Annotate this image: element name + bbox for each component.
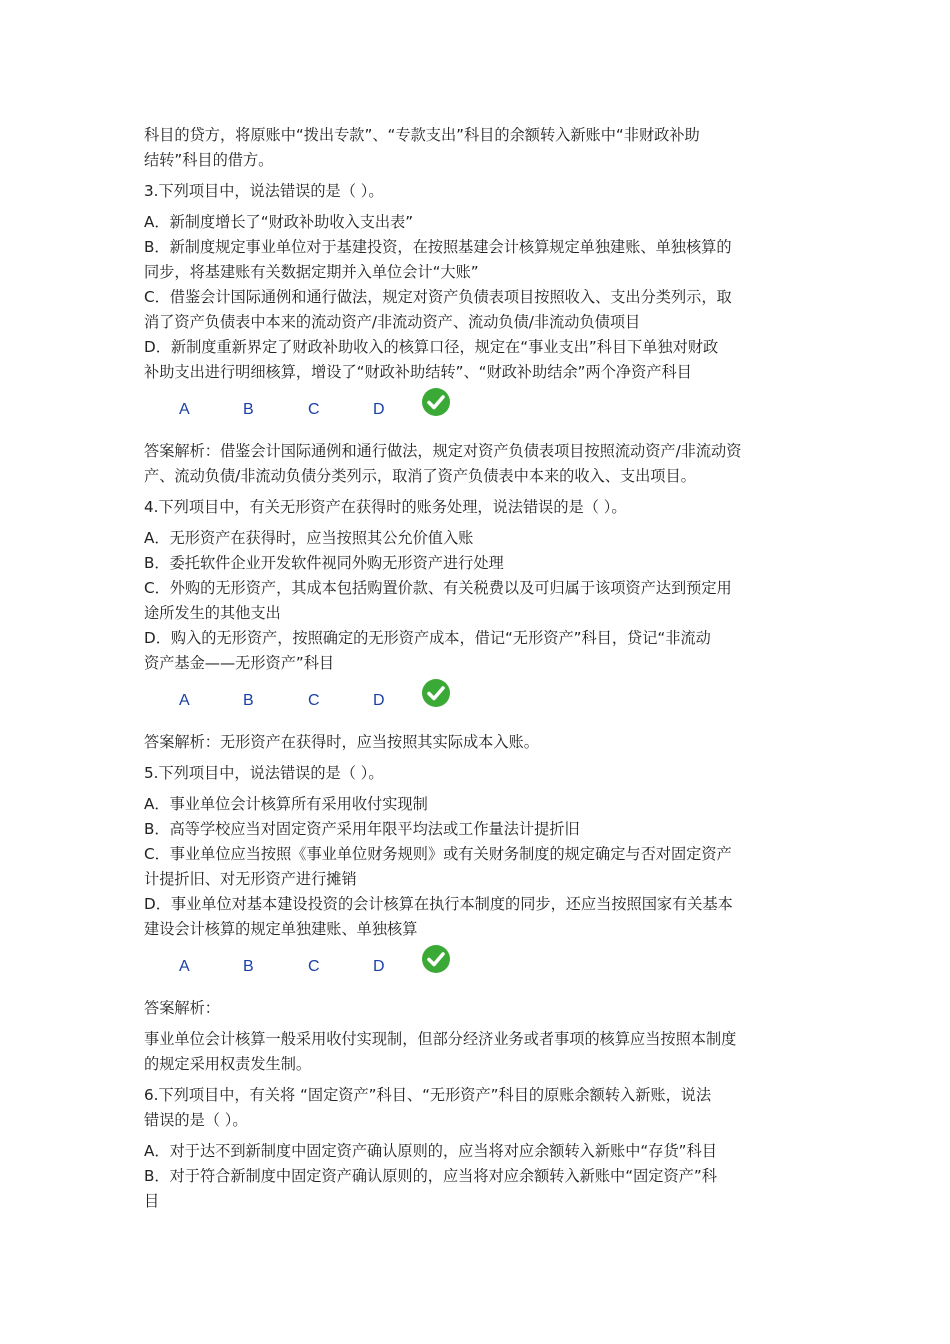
check-circle-icon [421,944,451,974]
option-c-text: C．外购的无形资产，其成本包括购置价款、有关税费以及可归属于该项资产达到预定用 [144,579,732,597]
continuation-line: 结转”科目的借方。 [144,151,274,169]
option-d-text: 建设会计核算的规定单独建账、单独核算 [144,920,418,938]
option-b-button[interactable]: B [243,958,254,975]
check-circle-icon [421,678,451,708]
question-6 [144,1083,808,1214]
option-b-text: B．新制度规定事业单位对于基建投资，在按照基建会计核算规定单独建账、单独核算的 [144,238,732,256]
option-a-button[interactable]: A [179,401,190,418]
answer-options [144,678,808,718]
question-3 [144,179,808,489]
option-c-button[interactable]: C [308,692,320,709]
option-a-text: A．无形资产在获得时，应当按照其公允价值入账 [144,529,474,547]
option-d-text: 资产基金——无形资产”科目 [144,654,335,672]
option-a-button[interactable]: A [179,958,190,975]
question-stem: 4.下列项目中，有关无形资产在获得时的账务处理，说法错误的是（ ）。 [144,498,627,516]
option-d-text: D．新制度重新界定了财政补助收入的核算口径，规定在“事业支出”科目下单独对财政 [144,338,719,356]
option-d-button[interactable]: D [373,692,385,709]
option-a-button[interactable]: A [179,692,190,709]
option-a-text: A．新制度增长了“财政补助收入支出表” [144,213,414,231]
answer-explanation: 答案解析：借鉴会计国际通例和通行做法，规定对资产负债表项目按照流动资产/非流动资 [144,442,742,460]
option-b-text: 同步，将基建账有关数据定期并入单位会计“大账” [144,263,479,281]
option-b-text: B．委托软件企业开发软件视同外购无形资产进行处理 [144,554,504,572]
answer-explanation: 答案解析：无形资产在获得时，应当按照其实际成本入账。 [144,733,539,751]
question-stem: 6.下列项目中，有关将 “固定资产”科目、“无形资产”科目的原账余额转入新账，说法 [144,1086,712,1104]
answer-explanation: 事业单位会计核算一般采用收付实现制，但部分经济业务或者事项的核算应当按照本制度 [144,1030,737,1048]
answer-label: 答案解析： [144,999,220,1017]
option-c-text: 消了资产负债表中本来的流动资产/非流动资产、流动负债/非流动负债项目 [144,313,641,331]
option-a-text: A．事业单位会计核算所有采用收付实现制 [144,795,428,813]
option-d-button[interactable]: D [373,958,385,975]
answer-explanation: 产、流动负债/非流动负债分类列示，取消了资产负债表中本来的收入、支出项目。 [144,467,696,485]
continuation-line: 科目的贷方，将原账中“拨出专款”、“专款支出”科目的余额转入新账中“非财政补助 [144,126,700,144]
question-5 [144,761,808,1077]
option-d-text: D．事业单位对基本建设投资的会计核算在执行本制度的同步，还应当按照国家有关基本 [144,895,733,913]
question-stem: 5.下列项目中，说法错误的是（ ）。 [144,764,384,782]
option-d-text: 补助支出进行明细核算，增设了“财政补助结转”、“财政补助结余”两个净资产科目 [144,363,692,381]
option-c-text: 途所发生的其他支出 [144,604,281,622]
option-c-button[interactable]: C [308,958,320,975]
option-b-button[interactable]: B [243,401,254,418]
check-circle-icon [421,387,451,417]
option-c-text: C．借鉴会计国际通例和通行做法，规定对资产负债表项目按照收入、支出分类列示，取 [144,288,732,306]
option-c-text: 计提折旧、对无形资产进行摊销 [144,870,357,888]
option-c-text: C．事业单位应当按照《事业单位财务规则》或有关财务制度的规定确定与否对固定资产 [144,845,732,863]
question-number: 4 [144,498,154,516]
option-d-button[interactable]: D [373,401,385,418]
option-b-text: 目 [144,1192,160,1210]
option-a-text: A．对于达不到新制度中固定资产确认原则的，应当将对应余额转入新账中“存货”科目 [144,1142,717,1160]
option-b-text: B．高等学校应当对固定资产采用年限平均法或工作量法计提折旧 [144,820,580,838]
question-number: 3 [144,182,154,200]
option-b-button[interactable]: B [243,692,254,709]
answer-options [144,387,808,427]
answer-options [144,944,808,984]
option-c-button[interactable]: C [308,401,320,418]
option-b-text: B．对于符合新制度中固定资产确认原则的，应当将对应余额转入新账中“固定资产”科 [144,1167,717,1185]
answer-explanation: 的规定采用权责发生制。 [144,1055,312,1073]
question-4 [144,495,808,755]
question-number: 5 [144,764,154,782]
question-number: 6 [144,1086,154,1104]
question-stem: 错误的是（ ）。 [144,1111,248,1129]
option-d-text: D．购入的无形资产，按照确定的无形资产成本，借记“无形资产”科目，贷记“非流动 [144,629,711,647]
document-content [144,123,808,1214]
question-stem: 3.下列项目中，说法错误的是（ ）。 [144,182,384,200]
